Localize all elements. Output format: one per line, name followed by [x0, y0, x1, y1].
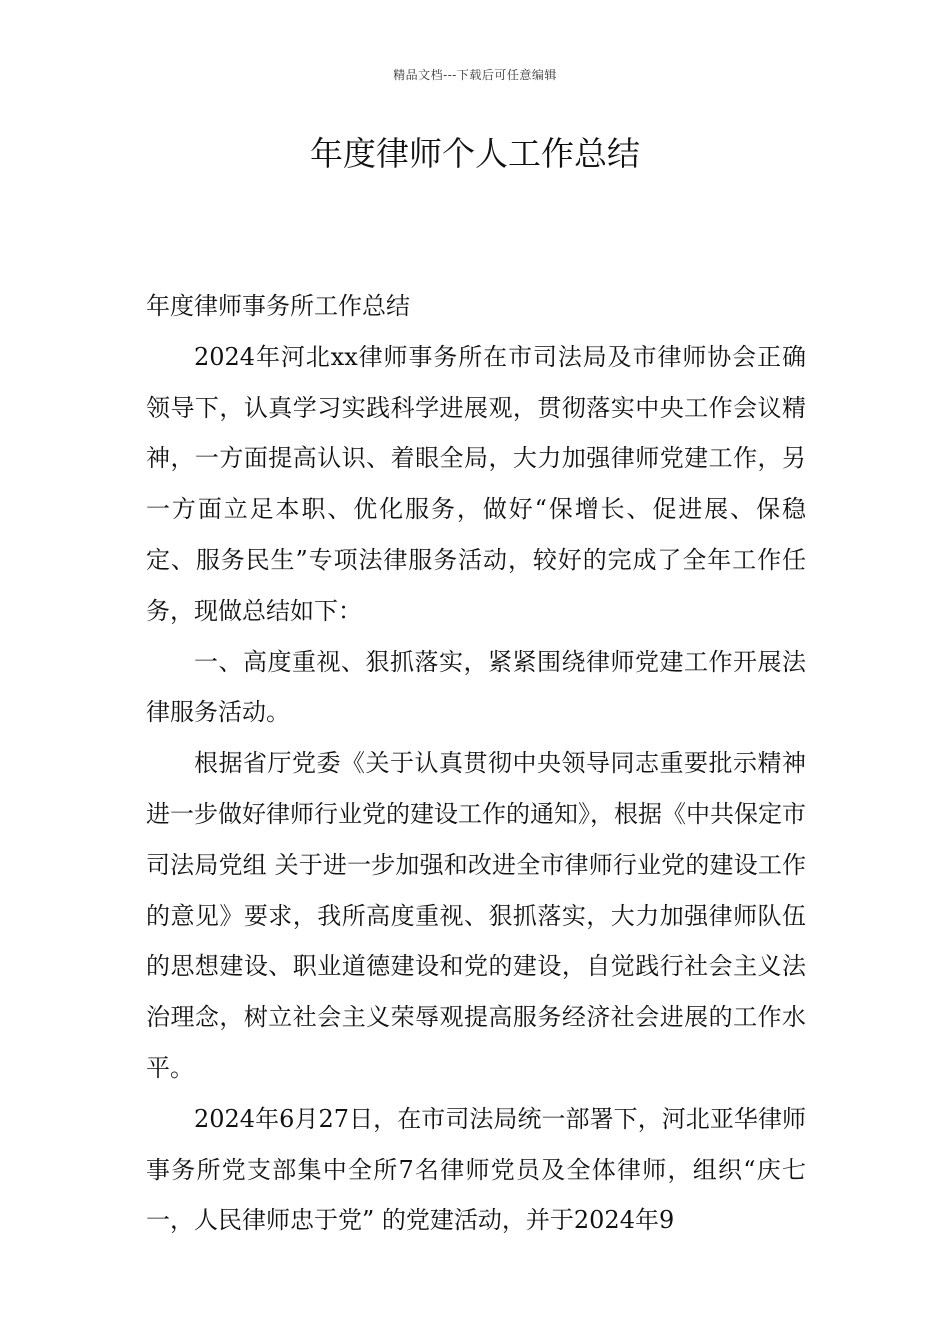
subtitle-paragraph: 年度律师事务所工作总结: [146, 292, 410, 320]
intro-paragraph: 2024年河北xx律师事务所在市司法局及市律师协会正确领导下，认真学习实践科学进展观，贯彻落实中央工作会议精神，一方面提高认识、着眼全局，大力加强律师党建工作，另一方面立足本职、优化服务，做好“保增长、促进展、保稳定、服务民生”专项法律服务活动，较好的完成了全年工作任务，现做总结如下：: [146, 342, 806, 625]
header-note: 精品文档---下载后可任意编辑: [393, 68, 557, 82]
body-paragraph: 根据省厅党委《关于认真贯彻中央领导同志重要批示精神 进一步做好律师行业党的建设工作的通知》，根据《中共保定市司法局党组 关于进一步加强和改进全市律师行业党的建设工作的意见》要求，我所高度重视、狠抓落实，大力加强律师队伍的思想建设、职业道德建设和党的建设，自觉践行社会主义法治理念，树立社会主义荣辱观提高服务经济社会进展的工作水平。: [146, 749, 806, 1082]
document-body: [146, 281, 806, 1246]
body-paragraph: 2024年6月27日，在市司法局统一部署下，河北亚华律师事务所党支部集中全所7名律师党员及全体律师，组织“庆七一，人民律师忠于党” 的党建活动，并于2024年9: [146, 1104, 806, 1235]
section-heading-one: 一、高度重视、狠抓落实，紧紧围绕律师党建工作开展法律服务活动。: [146, 647, 806, 727]
document-title: 年度律师个人工作总结: [310, 134, 640, 173]
